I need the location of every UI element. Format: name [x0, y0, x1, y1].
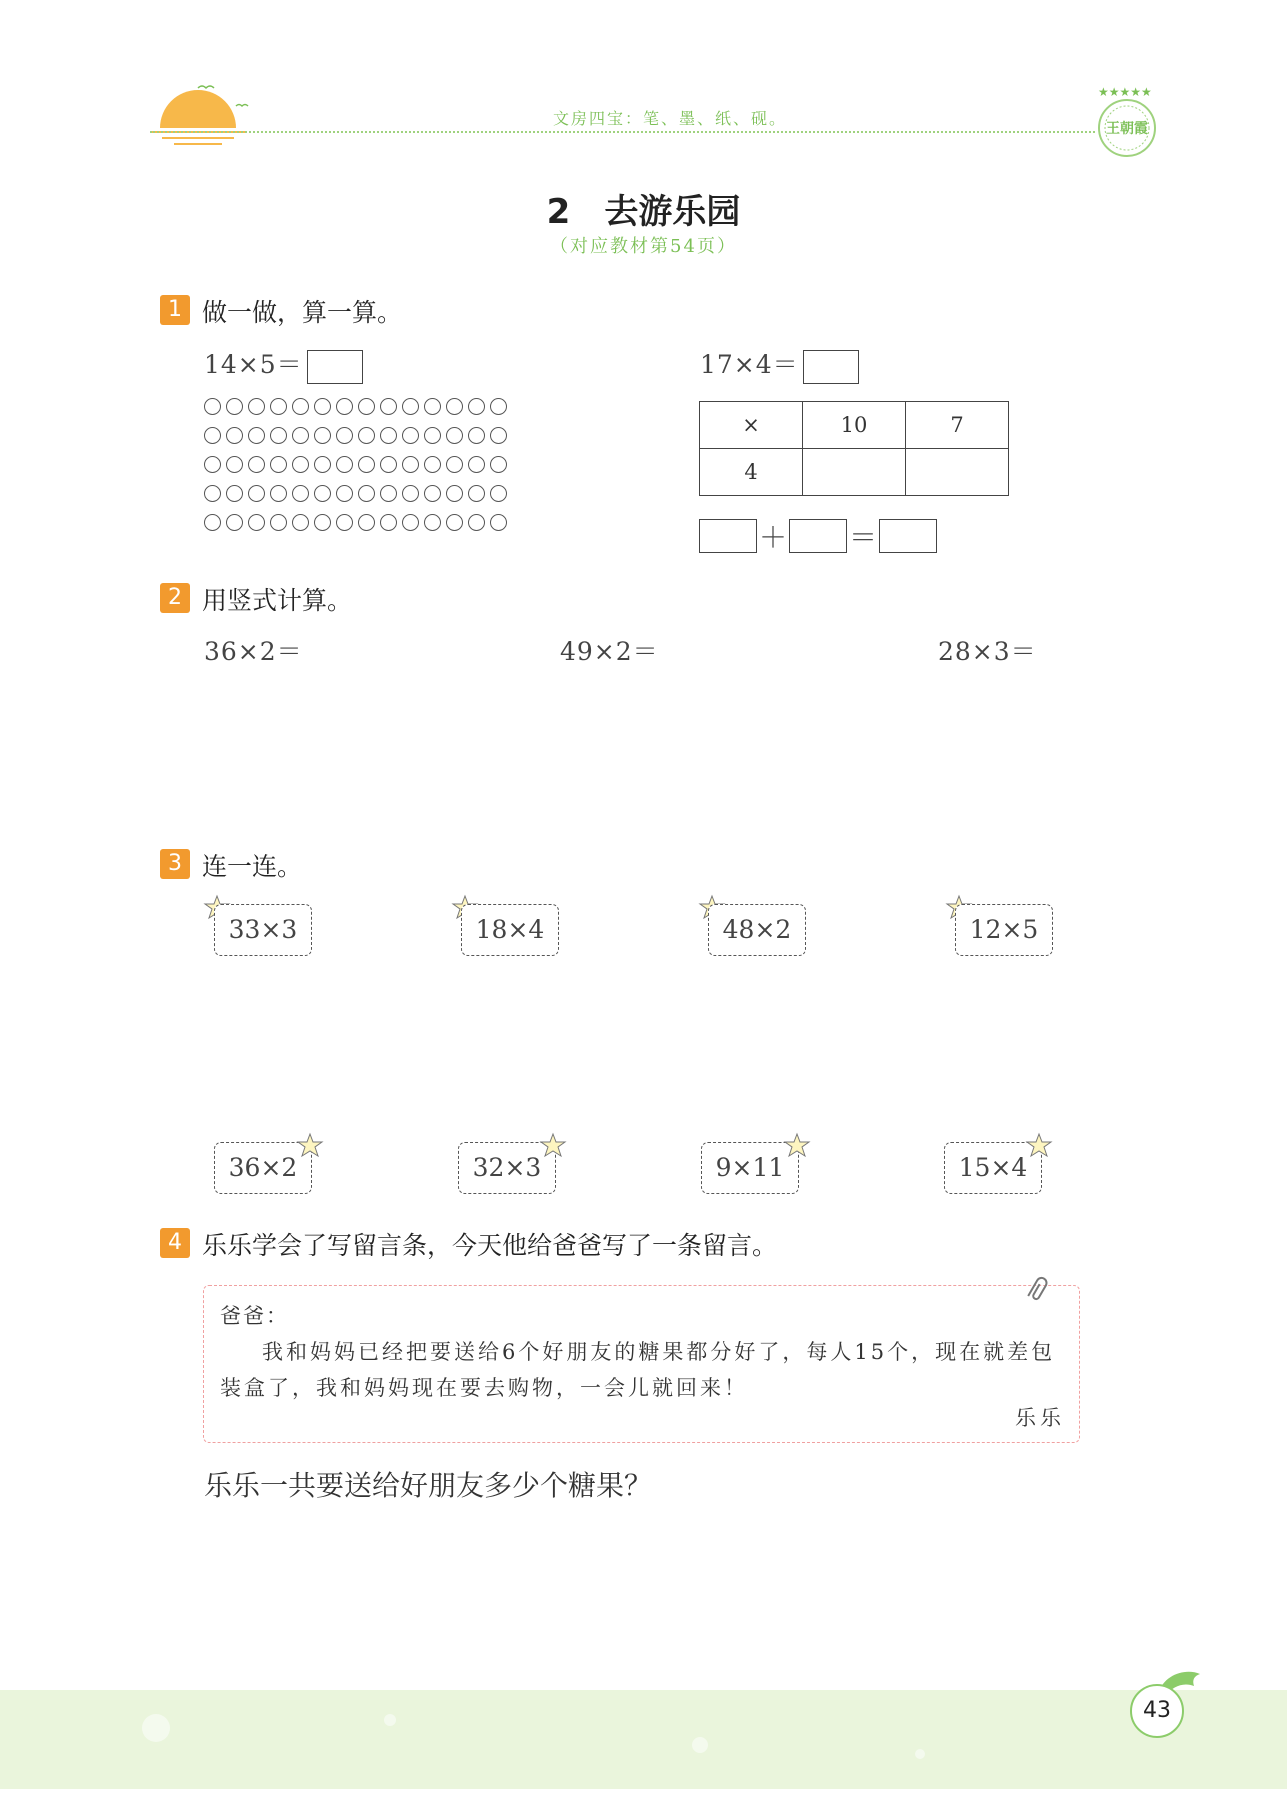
- match-tile-top-4[interactable]: 12×5: [955, 904, 1053, 956]
- question-3-text: 连一连。: [202, 852, 303, 881]
- circle-icon: [226, 514, 243, 531]
- circle-icon: [248, 427, 265, 444]
- message-note: [203, 1285, 1080, 1443]
- footer-band: [0, 1690, 1287, 1789]
- table-row-label: 4: [700, 449, 803, 496]
- circle-icon: [468, 514, 485, 531]
- circle-icon: [336, 485, 353, 502]
- page-number: 43: [1130, 1684, 1184, 1738]
- multiplication-table: [699, 401, 1009, 496]
- circle-icon: [248, 514, 265, 531]
- circle-icon: [490, 398, 507, 415]
- circle-icon: [490, 514, 507, 531]
- circle-icon: [490, 456, 507, 473]
- circle-icon: [248, 456, 265, 473]
- circle-icon: [314, 427, 331, 444]
- circle-icon: [314, 485, 331, 502]
- circle-icon: [402, 485, 419, 502]
- circle-icon: [292, 456, 309, 473]
- footer-bubbles-icon: [0, 1690, 1287, 1789]
- sum-box-result[interactable]: [879, 519, 937, 553]
- circle-icon: [468, 398, 485, 415]
- q2-expression-2: 49×2＝: [560, 637, 659, 666]
- circle-icon: [270, 485, 287, 502]
- circle-icon: [424, 427, 441, 444]
- circle-icon: [336, 427, 353, 444]
- circle-icon: [204, 514, 221, 531]
- paperclip-icon: [1027, 1274, 1049, 1304]
- sum-equation: [699, 516, 937, 556]
- circle-icon: [446, 485, 463, 502]
- circle-row: [204, 456, 564, 473]
- circle-row: [204, 485, 564, 502]
- match-tile-top-1[interactable]: 33×3: [214, 904, 312, 956]
- circle-icon: [292, 398, 309, 415]
- circle-icon: [226, 485, 243, 502]
- circle-icon: [358, 427, 375, 444]
- circle-row: [204, 427, 564, 444]
- circle-icon: [270, 514, 287, 531]
- equals-sign: ＝: [848, 521, 877, 554]
- brand-logo: [1090, 82, 1164, 166]
- page-title: 2 去游乐园: [546, 192, 741, 232]
- question-1-number: 1: [160, 295, 190, 325]
- circle-icon: [204, 485, 221, 502]
- page-subtitle: （对应教材第54页）: [550, 236, 737, 257]
- circle-grid: [204, 398, 564, 543]
- sum-box-2[interactable]: [789, 519, 847, 553]
- circle-icon: [270, 398, 287, 415]
- q4-question: 乐乐一共要送给好朋友多少个糖果？: [204, 1469, 653, 1502]
- header-text: 文房四宝：笔、墨、纸、砚。: [553, 109, 788, 128]
- table-header-7: 7: [906, 402, 1009, 449]
- table-cell-answer-2[interactable]: [906, 449, 1009, 496]
- question-4-text: 乐乐学会了写留言条，今天他给爸爸写了一条留言。: [202, 1231, 778, 1260]
- question-4-number: 4: [160, 1228, 190, 1258]
- circle-icon: [358, 398, 375, 415]
- star-icon: [538, 1131, 568, 1161]
- circle-icon: [424, 398, 441, 415]
- circle-icon: [468, 427, 485, 444]
- circle-icon: [292, 514, 309, 531]
- star-icon: [782, 1131, 812, 1161]
- circle-icon: [314, 456, 331, 473]
- circle-icon: [270, 456, 287, 473]
- logo-text: 王朝霞: [1106, 121, 1148, 137]
- q1-left-answer-box[interactable]: [307, 350, 363, 384]
- match-tile-bottom-3[interactable]: 9×11: [701, 1142, 799, 1194]
- circle-icon: [402, 514, 419, 531]
- plus-sign: ＋: [758, 521, 787, 554]
- circle-icon: [226, 427, 243, 444]
- question-1-text: 做一做，算一算。: [202, 298, 403, 327]
- circle-icon: [468, 456, 485, 473]
- circle-icon: [424, 514, 441, 531]
- q1-left-expr-text: 14×5＝: [204, 350, 303, 379]
- table-header-op: ×: [700, 402, 803, 449]
- header-dotted-line: [150, 131, 1095, 133]
- match-tile-bottom-4[interactable]: 15×4: [944, 1142, 1042, 1194]
- star-icon: [1024, 1131, 1054, 1161]
- circle-icon: [446, 398, 463, 415]
- circle-icon: [248, 398, 265, 415]
- q2-expression-3: 28×3＝: [938, 637, 1037, 666]
- circle-icon: [292, 427, 309, 444]
- circle-icon: [292, 485, 309, 502]
- circle-icon: [380, 514, 397, 531]
- circle-icon: [380, 427, 397, 444]
- circle-icon: [226, 398, 243, 415]
- circle-icon: [446, 427, 463, 444]
- q2-expression-1: 36×2＝: [204, 637, 303, 666]
- question-2-text: 用竖式计算。: [202, 586, 353, 615]
- match-tile-bottom-1[interactable]: 36×2: [214, 1142, 312, 1194]
- sun-decoration: [150, 80, 260, 152]
- match-tile-top-2[interactable]: 18×4: [461, 904, 559, 956]
- svg-text:★★★★★: ★★★★★: [1098, 85, 1152, 99]
- star-icon: [295, 1131, 325, 1161]
- question-2-number: 2: [160, 583, 190, 613]
- table-header-10: 10: [803, 402, 906, 449]
- circle-icon: [468, 485, 485, 502]
- circle-icon: [402, 427, 419, 444]
- table-cell-answer-1[interactable]: [803, 449, 906, 496]
- circle-icon: [226, 456, 243, 473]
- circle-icon: [446, 514, 463, 531]
- q1-left-expression: [204, 345, 363, 384]
- circle-icon: [402, 456, 419, 473]
- circle-icon: [358, 514, 375, 531]
- circle-icon: [424, 485, 441, 502]
- circle-icon: [490, 427, 507, 444]
- q1-right-expr-text: 17×4＝: [700, 350, 799, 379]
- circle-icon: [490, 485, 507, 502]
- circle-icon: [402, 398, 419, 415]
- note-greeting: 爸爸：: [220, 1304, 289, 1328]
- circle-icon: [204, 456, 221, 473]
- question-3-number: 3: [160, 849, 190, 879]
- circle-icon: [424, 456, 441, 473]
- circle-icon: [248, 485, 265, 502]
- q1-right-expression: [700, 345, 859, 384]
- circle-icon: [380, 456, 397, 473]
- match-tile-bottom-2[interactable]: 32×3: [458, 1142, 556, 1194]
- circle-row: [204, 514, 564, 531]
- match-tile-top-3[interactable]: 48×2: [708, 904, 806, 956]
- note-signature: 乐乐: [1015, 1406, 1065, 1430]
- circle-icon: [358, 485, 375, 502]
- circle-icon: [270, 427, 287, 444]
- circle-icon: [314, 514, 331, 531]
- q1-right-answer-box[interactable]: [803, 350, 859, 384]
- sum-box-1[interactable]: [699, 519, 757, 553]
- circle-icon: [446, 456, 463, 473]
- note-body: 我和妈妈已经把要送给6个好朋友的糖果都分好了，每人15个，现在就差包装盒了，我和妈妈现在要去购物，一会儿就回来！: [220, 1340, 1056, 1400]
- circle-icon: [358, 456, 375, 473]
- circle-icon: [380, 485, 397, 502]
- circle-icon: [204, 427, 221, 444]
- circle-icon: [336, 456, 353, 473]
- circle-icon: [204, 398, 221, 415]
- circle-icon: [336, 398, 353, 415]
- circle-icon: [314, 398, 331, 415]
- circle-icon: [380, 398, 397, 415]
- circle-row: [204, 398, 564, 415]
- circle-icon: [336, 514, 353, 531]
